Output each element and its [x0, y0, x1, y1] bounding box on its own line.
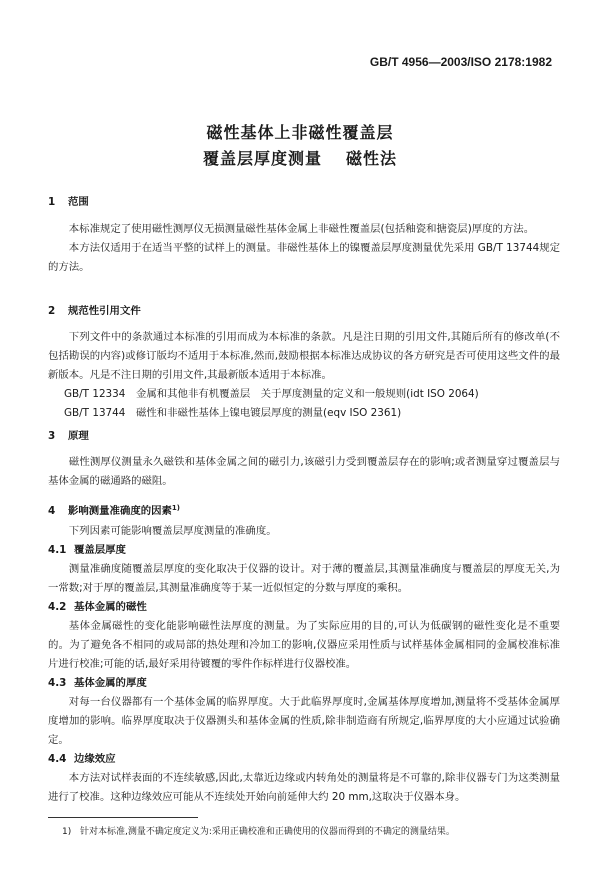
footnote	[62, 824, 455, 837]
reference-item: GB/T 12334 金属和其他非有机覆盖层 关于厚度测量的定义和一般规则(idt ISO 2064)	[64, 388, 479, 400]
paragraph: 本方法仅适用于在适当平整的试样上的测量。非磁性基体上的镍覆盖层厚度测量优先采用 GB/T 13744规定的方法。	[48, 242, 560, 273]
paragraph: 对每一台仪器都有一个基体金属的临界厚度。大于此临界厚度时,金属基体厚度增加,测量将不受基体金属厚度增加的影响。临界厚度取决于仪器测头和基体金属的性质,除非制造商有所规定,临界厚度的大小应通过试验确定。	[48, 696, 560, 746]
footnote-text: 针对本标准,测量不确定度定义为:采用正确校准和正确使用的仪器而得到的不确定的测量结果。	[80, 827, 455, 837]
section-3-body	[48, 453, 560, 491]
paragraph: 下列文件中的条款通过本标准的引用而成为本标准的条款。凡是注日期的引用文件,其随后所有的修改单(不包括勘误的内容)或修订版均不适用于本标准,然而,鼓励根据本标准达成协议的各方研究是否可使用这些文件的最新版本。凡是不注日期的引用文件,其最新版本适用于本标准。	[48, 331, 560, 381]
footnote-divider	[48, 817, 198, 818]
footnote-marker: 1)	[171, 504, 180, 512]
section-number: 4	[48, 505, 56, 517]
paragraph: 磁性测厚仪测量永久磁铁和基体金属之间的磁引力,该磁引力受到覆盖层存在的影响;或者测量穿过覆盖层与基体金属的磁通路的磁阻。	[48, 456, 560, 487]
section-heading: 规范性引用文件	[68, 305, 141, 317]
paragraph: 测量准确度随覆盖层厚度的变化取决于仪器的设计。对于薄的覆盖层,其测量准确度与覆盖层的厚度无关,为一常数;对于厚的覆盖层,其测量准确度等于某一近似恒定的分数与厚度的乘积。	[48, 563, 560, 594]
section-1-body	[48, 220, 560, 277]
section-heading: 范围	[68, 196, 89, 208]
section-4-heading	[48, 499, 560, 521]
section-heading: 原理	[68, 430, 89, 442]
document-title-line2	[0, 146, 600, 169]
section-2-heading	[48, 302, 560, 321]
footnote-number: 1)	[62, 827, 72, 837]
section-2-body	[48, 328, 560, 423]
standard-code: GB/T 4956—2003/ISO 2178:1982	[369, 55, 552, 69]
section-4-body	[48, 522, 560, 807]
section-1-heading	[48, 193, 560, 212]
section-3-heading	[48, 427, 560, 446]
subsection-4-3-heading: 4.3 基体金属的厚度	[48, 677, 147, 689]
paragraph: 本标准规定了使用磁性测厚仪无损测量磁性基体金属上非磁性覆盖层(包括釉瓷和搪瓷层)厚度的方法。	[68, 223, 535, 235]
section-number: 1	[48, 196, 56, 208]
subsection-4-2-heading: 4.2 基体金属的磁性	[48, 601, 147, 613]
section-number: 3	[48, 430, 56, 442]
title-part-a: 覆盖层厚度测量	[202, 149, 322, 168]
title-part-b: 磁性法	[346, 149, 398, 168]
section-number: 2	[48, 305, 56, 317]
subsection-4-4-heading: 4.4 边缘效应	[48, 753, 116, 765]
paragraph: 本方法对试样表面的不连续敏感,因此,太靠近边缘或内转角处的测量将是不可靠的,除非仪器专门为这类测量进行了校准。这种边缘效应可能从不连续处开始向前延伸大约 20 mm,这取决于仪器本身。	[48, 772, 560, 803]
subsection-4-1-heading: 4.1 覆盖层厚度	[48, 544, 126, 556]
document-title-line1: 磁性基体上非磁性覆盖层	[206, 123, 394, 142]
paragraph: 基体金属磁性的变化能影响磁性法厚度的测量。为了实际应用的目的,可认为低碳钢的磁性变化是不重要的。为了避免各不相同的或局部的热处理和冷加工的影响,仪器应采用性质与试样基体金属相同的金属校准标准片进行校准;可能的话,最好采用待镀覆的零件作标样进行仪器校准。	[48, 620, 560, 670]
reference-item: GB/T 13744 磁性和非磁性基体上镍电镀层厚度的测量(eqv ISO 2361)	[64, 407, 402, 419]
section-heading: 影响测量准确度的因素	[68, 505, 172, 517]
paragraph: 下列因素可能影响覆盖层厚度测量的准确度。	[68, 525, 277, 537]
